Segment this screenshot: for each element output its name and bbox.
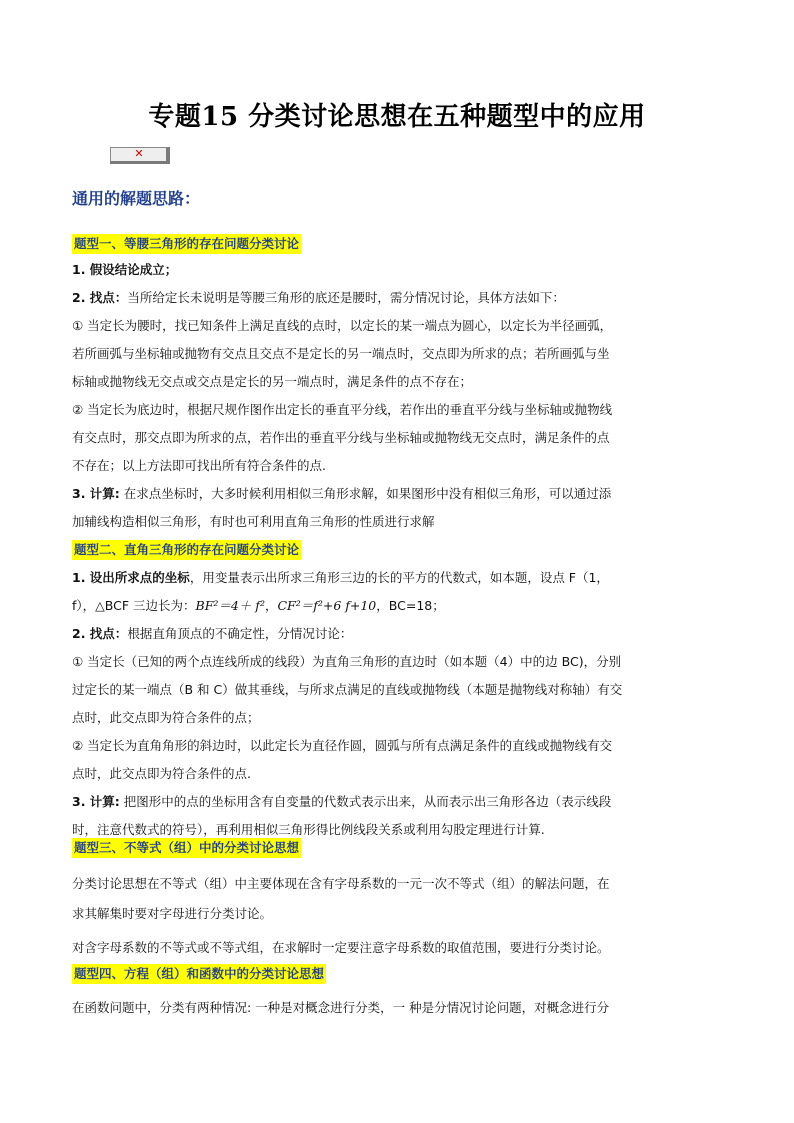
s4-line-1: 在函数问题中，分类有两种情况: 一种是对概念进行分类，一 种是分情况讨论问题，对概念进行分 (72, 1000, 610, 1015)
s1-find-text: 当所给定长未说明是等腰三角形的底还是腰时，需分情况讨论，具体方法如下： (127, 290, 565, 305)
s1-line-8: 不存在；以上方法即可找出所有符合条件的点. (72, 458, 326, 473)
s2-bc-text: ，BC=18； (376, 598, 445, 613)
s2-sep: ， (264, 598, 278, 613)
s2-line-9 (72, 794, 611, 810)
s2-calc-label: 3. 计算: (72, 794, 120, 809)
s1-line-5: 标轴或抛物线无交点或交点是定长的另一端点时，满足条件的点不存在； (72, 374, 473, 389)
s1-line-4: 若所画弧与坐标轴或抛物有交点且交点不是定长的另一端点时，交点即为所求的点；若所画弧与坐 (72, 346, 610, 361)
s2-line-6: 点时，此交点即为符合条件的点； (72, 710, 260, 725)
s2-line-1 (72, 570, 609, 586)
s2-find-label: 2. 找点： (72, 626, 128, 641)
topic-heading-1: 题型一、等腰三角形的存在问题分类讨论 (72, 234, 301, 254)
s2-sides-text: f），△BCF 三边长为： (72, 598, 196, 613)
s2-coord-label: 1. 设出所求点的坐标 (72, 570, 190, 585)
s1-line-9 (72, 486, 611, 502)
s3-line-1: 分类讨论思想在不等式（组）中主要体现在含有字母系数的一元一次不等式（组）的解法问题，在 (72, 876, 610, 891)
s2-formula-cf: CF²＝f²+6 f+10 (277, 598, 377, 613)
section-subheading: 通用的解题思路： (72, 189, 201, 208)
s2-line-2 (72, 598, 445, 614)
s2-line-3 (72, 626, 352, 642)
topic-heading-3: 题型三、不等式（组）中的分类讨论思想 (72, 838, 301, 858)
s3-line-3: 对含字母系数的不等式或不等式组，在求解时一定要注意字母系数的取值范围，要进行分类讨论。 (72, 940, 610, 955)
s1-calc-text: 在求点坐标时，大多时候利用相似三角形求解，如果图形中没有相似三角形，可以通过添 (119, 486, 612, 501)
topic-heading-2: 题型二、直角三角形的存在问题分类讨论 (72, 540, 301, 560)
s2-coord-text: ，用变量表示出所求三角形三边的长的平方的代数式，如本题，设点 F（1， (189, 570, 609, 585)
s2-line-5: 过定长的某一端点（B 和 C）做其垂线，与所求点满足的直线或抛物线（本题是抛物线对称轴）有交 (72, 682, 623, 697)
s1-line-2 (72, 290, 565, 306)
s2-line-8: 点时，此交点即为符合条件的点. (72, 766, 251, 781)
s1-line-10: 加辅线构造相似三角形，有时也可利用直角三角形的性质进行求解 (72, 514, 435, 529)
s1-calc-label: 3. 计算: (72, 486, 120, 501)
s1-line-7: 有交点时，那交点即为所求的点，若作出的垂直平分线与坐标轴或抛物线无交点时，满足条件的点 (72, 430, 610, 445)
s2-find-text: 根据直角顶点的不确定性，分情况讨论： (127, 626, 353, 641)
topic-heading-4: 题型四、方程（组）和函数中的分类讨论思想 (72, 964, 326, 984)
s3-line-2: 求其解集时要对字母进行分类讨论。 (72, 906, 273, 921)
s1-find-label: 2. 找点： (72, 290, 128, 305)
s2-line-4: ① 当定长（已知的两个点连线所成的线段）为直角三角形的直边时（如本题（4）中的边 BC)，分别 (72, 654, 622, 669)
s2-line-7: ② 当定长为直角角形的斜边时，以此定长为直径作圆，圆弧与所有点满足条件的直线或抛物线有交 (72, 738, 613, 753)
s1-line-3: ① 当定长为腰时，找已知条件上满足直线的点时，以定长的某一端点为圆心，以定长为半径画弧， (72, 318, 613, 333)
s2-calc-text: 把图形中的点的坐标用含有自变量的代数式表示出来，从而表示出三角形各边（表示线段 (119, 794, 612, 809)
s1-line-1: 1. 假设结论成立； (72, 262, 178, 277)
broken-image-placeholder (110, 147, 170, 164)
s2-line-10: 时，注意代数式的符号），再利用相似三角形得比例线段关系或利用勾股定理进行计算. (72, 822, 545, 837)
s1-line-6: ② 当定长为底边时，根据尺规作图作出定长的垂直平分线，若作出的垂直平分线与坐标轴或抛物线 (72, 402, 613, 417)
s2-formula-bf: BF²＝4＋ f² (195, 598, 265, 613)
page-title: 专题15 分类讨论思想在五种题型中的应用 (148, 102, 646, 132)
broken-image-icon: ✕ (134, 147, 144, 160)
